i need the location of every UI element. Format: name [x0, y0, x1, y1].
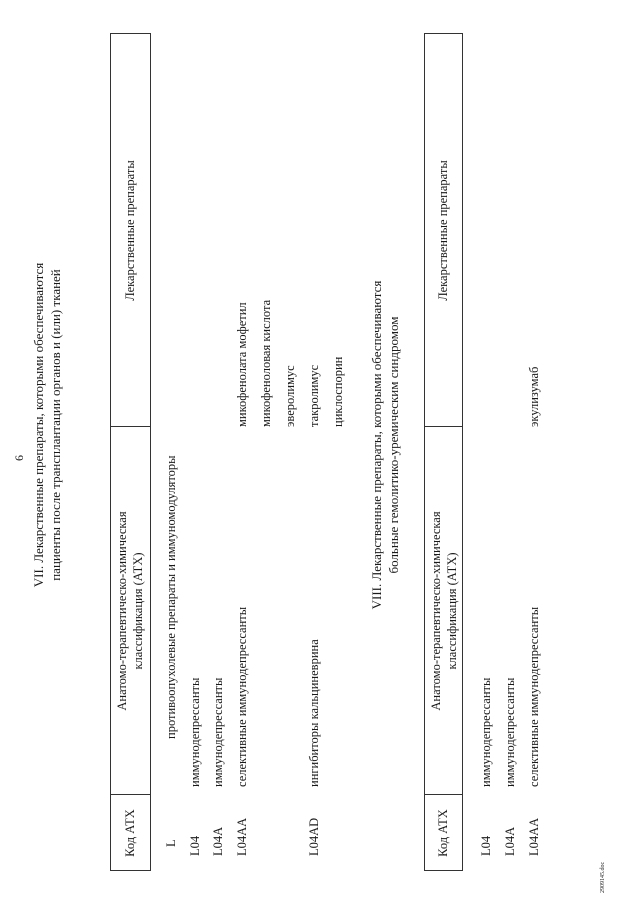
section-viii-title — [368, 225, 402, 665]
table-row-atc: иммунодепрессанты — [503, 677, 517, 787]
doc-id: 2909145.doc — [600, 861, 606, 893]
table-row-atc: иммунодепрессанты — [211, 677, 225, 787]
table-viii-header-atc-line1: Анатомо-терапевтическо-химическая — [429, 511, 443, 711]
table-row-atc: иммунодепрессанты — [479, 677, 493, 787]
table-row-atc: ингибиторы кальциневрина — [307, 639, 321, 787]
section-vii-title — [30, 145, 64, 705]
table-row-code: L04 — [188, 835, 202, 856]
table-row-code: L04A — [503, 826, 517, 856]
table-row-drug: эверолимус — [283, 365, 297, 427]
table-row-drug: циклоспорин — [331, 356, 345, 427]
table-row-code: L04AD — [307, 817, 321, 856]
page-number: 6 — [12, 455, 26, 461]
table-vii-header-atc-line1: Анатомо-терапевтическо-химическая — [115, 511, 129, 711]
table-row-drug: микофенолата мофетил — [235, 302, 249, 427]
table-row-code: L — [164, 839, 178, 847]
table-row-atc: иммунодепрессанты — [188, 677, 202, 787]
table-row-drug: экулизумаб — [527, 366, 541, 427]
table-viii-header-atc — [428, 427, 460, 795]
table-vii-header-atc-line2: классификация (АТХ) — [131, 552, 145, 670]
table-viii-header-atc-line2: классификация (АТХ) — [445, 552, 459, 670]
table-row-code: L04AA — [527, 817, 541, 856]
table-row-atc: селективные иммунодепрессанты — [235, 606, 249, 787]
table-vii-top-border — [110, 33, 111, 871]
table-row-code: L04AA — [235, 817, 249, 856]
table-vii-header-drugs: Лекарственные препараты — [123, 160, 137, 301]
table-row-atc: селективные иммунодепрессанты — [527, 606, 541, 787]
section-viii-title-line2: больные гемолитико-уремическим синдромом — [386, 316, 401, 574]
table-row-atc: противоопухолевые препараты и иммуномодуляторы — [164, 455, 178, 739]
table-row-drug: микофеноловая кислота — [259, 299, 273, 427]
table-row-code: L04 — [479, 835, 493, 856]
table-row-drug: такролимус — [307, 364, 321, 427]
table-viii-header-code: Код АТХ — [436, 809, 450, 857]
section-vii-title-line2: пациенты после трансплантации органов и (или) тканей — [48, 269, 63, 581]
table-viii-top-border — [424, 33, 425, 871]
table-vii-header-border — [150, 33, 151, 871]
table-vii-header-code: Код АТХ — [123, 809, 137, 857]
table-vii-header-atc — [114, 427, 146, 795]
table-row-code: L04A — [211, 826, 225, 856]
table-viii-header-drugs: Лекарственные препараты — [436, 160, 450, 301]
section-vii-title-line1: VII. Лекарственные препараты, которыми обеспечиваются — [31, 262, 46, 588]
section-viii-title-line1: VIII. Лекарственные препараты, которыми обеспечиваются — [369, 280, 384, 610]
table-viii-header-border — [462, 33, 463, 871]
